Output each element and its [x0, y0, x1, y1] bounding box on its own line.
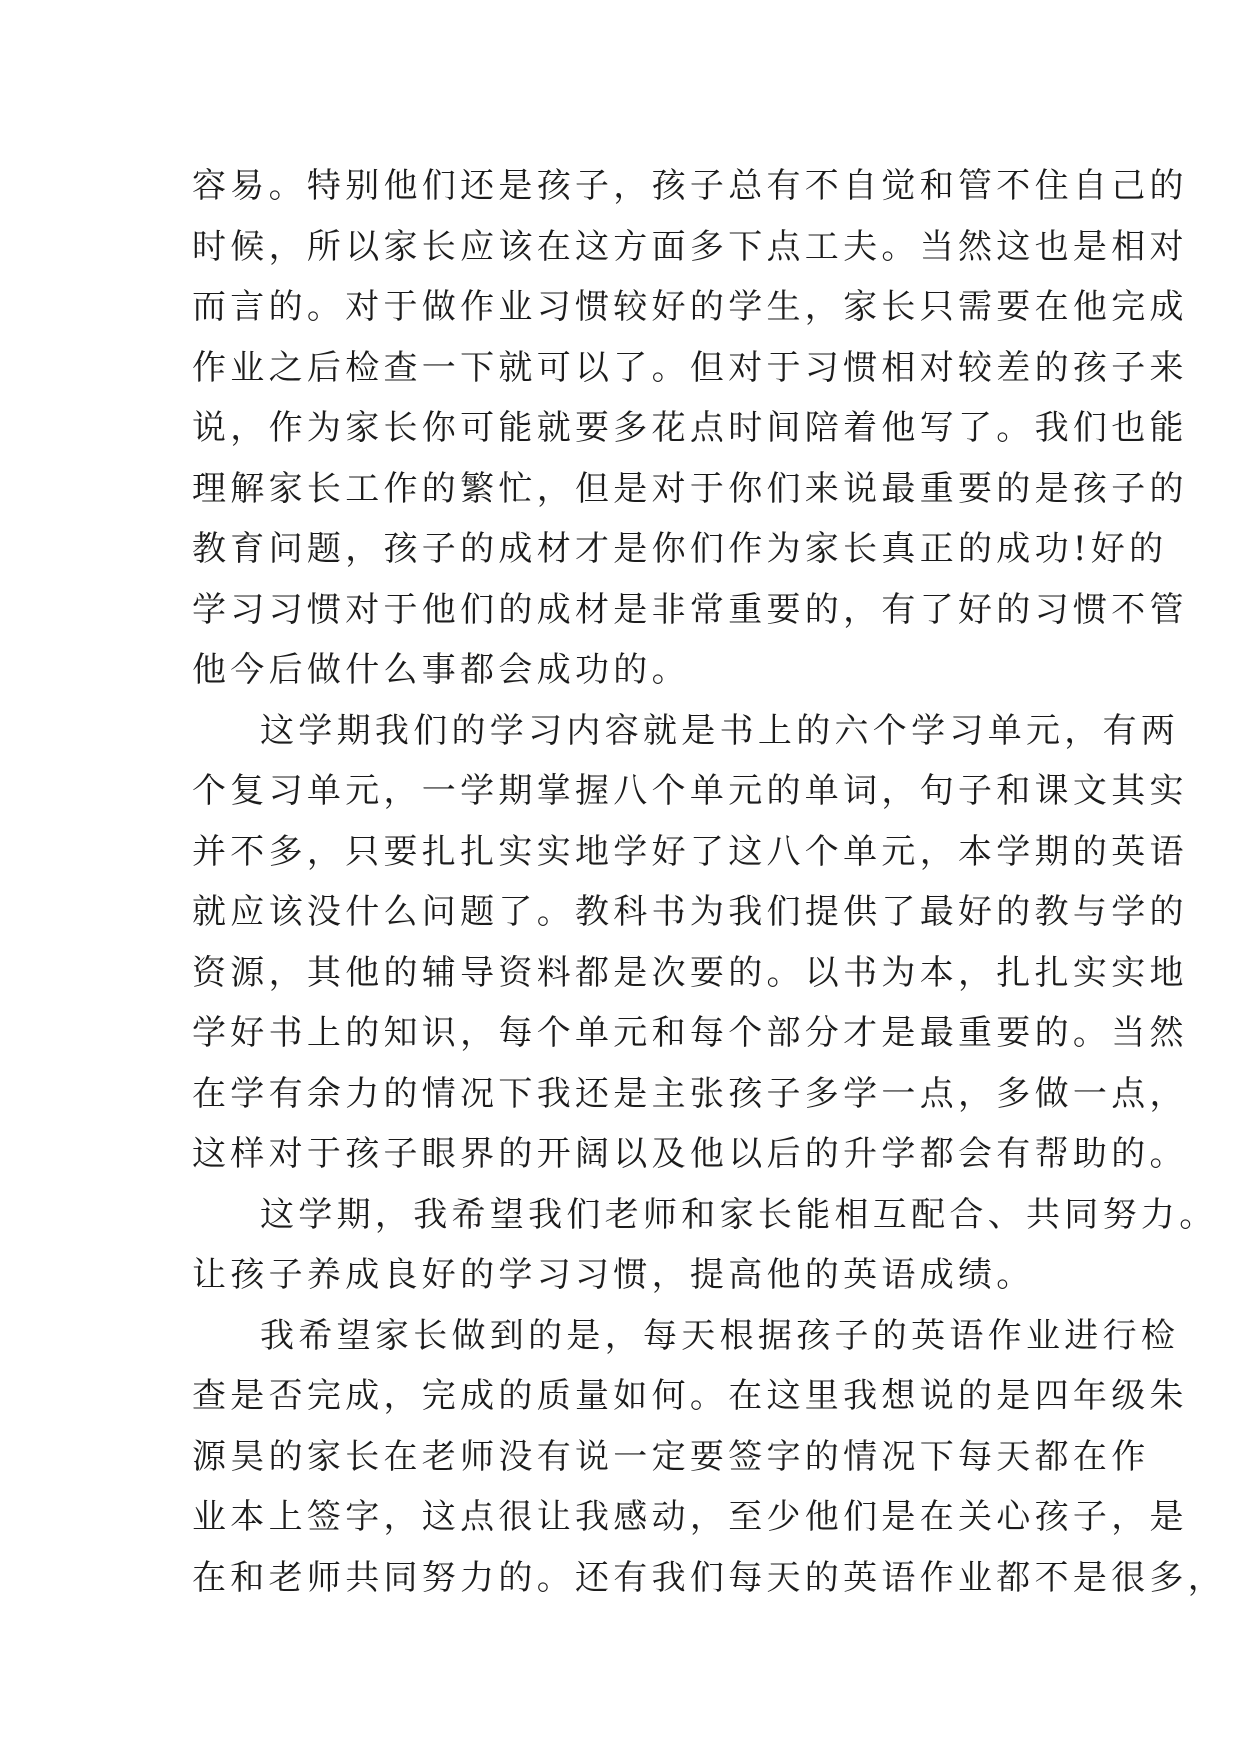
text-line: 源昊的家长在老师没有说一定要签字的情况下每天都在作	[192, 1436, 1150, 1477]
text-line: 业本上签字，这点很让我感动，至少他们是在关心孩子，是	[192, 1497, 1188, 1537]
text-line: 理解家长工作的繁忙，但是对于你们来说最重要的是孩子的	[192, 468, 1188, 509]
text-line: 而言的。对于做作业习惯较好的学生，家长只需要在他完成	[192, 287, 1188, 327]
text-line: 时候，所以家长应该在这方面多下点工夫。当然这也是相对	[192, 226, 1188, 267]
text-line: 容易。特别他们还是孩子，孩子总有不自觉和管不住自己的	[192, 166, 1188, 206]
text-line: 在和老师共同努力的。还有我们每天的英语作业都不是很多，	[192, 1557, 1227, 1598]
text-line: 查是否完成，完成的质量如何。在这里我想说的是四年级朱	[192, 1376, 1188, 1416]
text-line: 他今后做什么事都会成功的。	[192, 650, 690, 690]
paragraph-3	[192, 1185, 1218, 1306]
paragraph-1	[192, 156, 1188, 701]
text-line: 并不多，只要扎扎实实地学好了这八个单元，本学期的英语	[192, 831, 1188, 872]
text-line: 资源，其他的辅导资料都是次要的。以书为本，扎扎实实地	[192, 952, 1188, 993]
text-line: 学好书上的知识，每个单元和每个部分才是最重要的。当然	[192, 1013, 1188, 1053]
text-line: 学习习惯对于他们的成材是非常重要的，有了好的习惯不管	[192, 589, 1188, 630]
text-line: 个复习单元，一学期掌握八个单元的单词，句子和课文其实	[192, 771, 1188, 811]
text-line: 在学有余力的情况下我还是主张孩子多学一点，多做一点，	[192, 1073, 1188, 1114]
text-line: 就应该没什么问题了。教科书为我们提供了最好的教与学的	[192, 892, 1188, 932]
text-line: 让孩子养成良好的学习习惯，提高他的英语成绩。	[192, 1255, 1035, 1295]
paragraph-4	[192, 1306, 1227, 1609]
paragraph-2	[192, 701, 1188, 1185]
text-line: 教育问题，孩子的成材才是你们作为家长真正的成功!好的	[192, 529, 1168, 569]
text-line: 说，作为家长你可能就要多花点时间陪着他写了。我们也能	[192, 408, 1188, 448]
text-line-indented: 这学期我们的学习内容就是书上的六个学习单元，有两	[260, 710, 1180, 751]
text-line-indented: 我希望家长做到的是，每天根据孩子的英语作业进行检	[260, 1315, 1180, 1356]
text-line-indented: 这学期，我希望我们老师和家长能相互配合、共同努力。	[260, 1194, 1218, 1235]
document-body	[192, 156, 1227, 1608]
text-line: 这样对于孩子眼界的开阔以及他以后的升学都会有帮助的。	[192, 1134, 1188, 1174]
text-line: 作业之后检查一下就可以了。但对于习惯相对较差的孩子来	[192, 347, 1188, 388]
